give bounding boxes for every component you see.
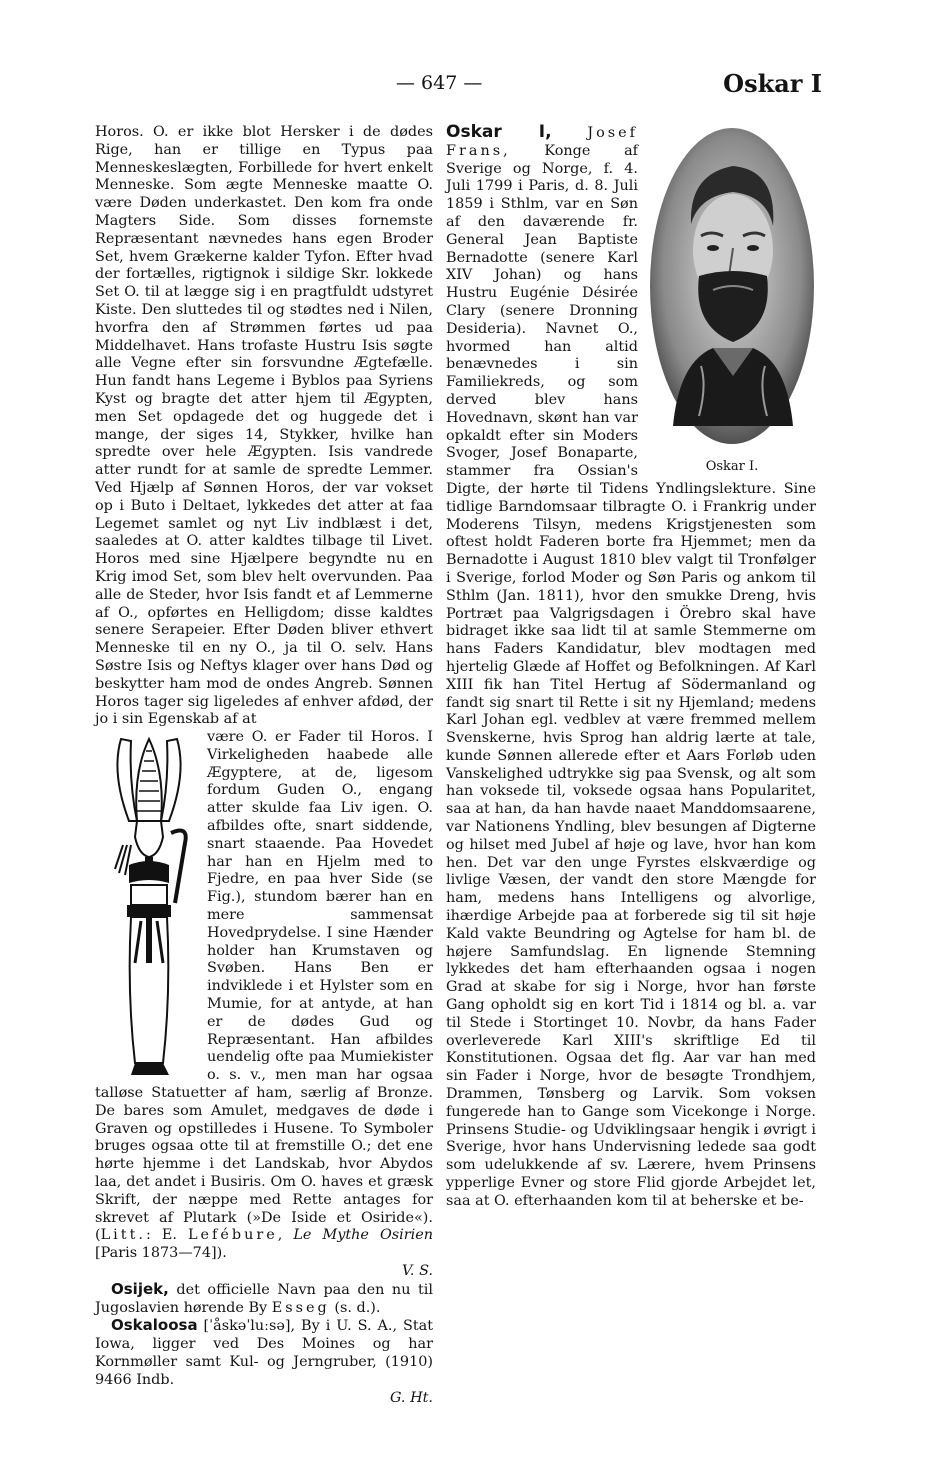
oskar-lemma: Oskar I, [446,122,552,142]
signature-ght: G. Ht. [389,1389,433,1406]
osijek-esseg: Esseg [271,1299,330,1316]
oskar-portrait [649,126,815,446]
literature-end: [Paris 1873—74]). [95,1245,227,1262]
osiris-text-1: Horos. O. er ikke blot Hersker i de dødes Rige, han er tillige en Typus paa Menneskeslægten, Forbillede for hvert enkelt Menneske. Som ægte Menneske maatte O. være Døden underkastet. Den kom fra onde Magters Side. Som disses fornemste Repræsentant nævnedes hans egen Broder Set, hvem Grækerne kalder Tyfon. Efter hvad der fortælles, rigtignok i sildige Skr. lokkede Set O. til at lægge sig i en pragtfuldt udstyret Kiste. Den sluttedes til og stødtes ned i Nilen, hvorfra den af Strømmen førtes ud paa Middelhavet. Hans trofaste Hustru Isis søgte alle Vegne efter sin forsvundne Ægtefælle. Hun fandt hans Legeme i Byblos paa Syriens Kyst og bragte det atter hjem til Ægypten, men Set opdagede det og huggede det i mange, der siges 14, Stykker, hvilke han spredte over hele Ægypten. Isis vandrede atter rundt for at samle de spredte Lemmer. Ved Hjælp af Sønnen Horos, der var vokset op i Buto i Deltaet, lykkedes det atter at faa Legemet samlet og nyt Liv indblæst i det, saaledes at O. atter kaldtes tilbage til Livet. Horos med sine Hjælpere begyndte nu en Krig imod Set, som blev helt overvunden. Paa alle de Steder, hvor Isis fandt et af Lemmerne af O., opførtes en Helligdom; disse kaldtes senere Serapeier. Efter Døden bliver ethvert Menneske til en ny O., ja til O. selv. Hans Søstre Isis og Neftys klager over hans Død og beskytter ham mod de ondes Angreb. Sønnen Horos tager sig ligeledes af enhver afdød, der jo i sin Egenskab af at [95,124,433,728]
oskar-text: Konge af Sverige og Norge, f. 4. Juli 1799 i Paris, d. 8. Juli 1859 i Sthlm, var en Søn af den daværende fr. General Jean Baptiste Bernadotte (senere Karl XIV Johan) og hans Hustru Eugénie Désirée Clary (senere Dronning Desideria). Navnet O., hvormed han altid benævnedes i sin Familiekreds, og som derved blev hans Hovednavn, skønt han var opkaldt efter sin Moders Svoger, Josef Bonaparte, stammer fra Ossian's Digte, der hørte til Tidens Yndlingslekture. Sine tidlige Barndomsaar tilbragte O. i Frankrig under Moderens Tilsyn, medens Krigstjenesten som oftest holdt Faderen borte fra Hjemmet; men da Bernadotte i August 1810 blev valgt til Tronfølger i Sverige, forlod Moder og Søn Paris og ankom til Sthlm (Jan. 1811), hvor den smukke Dreng, hvis Portræt paa Valgrigsdagen i Örebro skal have bidraget ikke saa lidt til at samle Stemmerne om hans Faders Kandidatur, blev modtagen med hjertelig Glæde af Hoffet og Befolkningen. Af Karl XIII fik han Titel Hertug af Södermanland og fandt sig snart til Rette i sit ny Hjemland; medens Karl Johan egl. vedblev at være fremmed mellem Svenskerne, hvis Sprog han aldrig lærte at tale, kunde Sønnen allerede efter et Aars Forløb uden Vanskelighed udtrykke sig paa Svensk, og alt som han voksede til, voksede ogsaa hans Popularitet, saa at han, da han havde naaet Manddomsaarene, var Nationens Yndling, blev besungen af Digterne og hilset med Jubel af høje og lave, hvor han kom hen. Det var den unge Fyrstes elskværdige og livlige Væsen, der vandt den store Mængde for ham, medens hans Intelligens og alvorlige, ihærdige Arbejde paa at forberede sig til sit høje Kald vakte Beundring og Agtelse for ham bl. de højere Samfundslag. En lignende Stemning lykkedes det ham efterhaanden ogsaa i nogen Grad at skabe for sig i Norge, hvor han første Gang opholdt sig en kort Tid i 1814 og bl. a. var til Stede i Stortinget 10. Novbr, da hans Fader overleverede Karl XIII's skriftlige Ed til Konstitutionen. Ogsaa det flg. Aar var han med sin Fader i Norge, hvor de besøgte Trondhjem, Drammen, Tønsberg og Larvik. Som voksen fungerede han to Gange som Vicekonge i Norge. Prinsens Studie- og Udviklingsaar hengik i øvrigt i Sverige, hvor hans Undervisning ledede saa godt som udelukkende af sv. Lærere, hvem Prinsens ypperlige Evner og store Flid gjorde Arbejdet let, saa at O. efterhaanden kom til at beherske et be- [446,142,816,1209]
left-column [95,124,433,1407]
portrait-figure [648,126,816,474]
literature-author: Lefébure [187,1227,278,1244]
oskaloosa-text: [ˈåskəˈluːsə], By i U. S. A., Stat Iowa, ligger ved Des Moines og har Kornmøller samt Kul- og Jerngruber, (1910) 9466 Indb. [95,1318,433,1388]
literature-label: Litt. [100,1227,146,1244]
osiris-illustration [101,733,197,1078]
osiris-entry-paragraph-1 [95,124,433,729]
osiris-entry-paragraph-2: være O. er Fader til Horos. I Virkeligheden haabede alle Ægyptere, at de, ligesom fordum Guden O., engang atter skulde faa Liv igen. O. afbildes ofte, snart siddende, snart staaende. Paa Hovedet har han en Hjelm med to Fjedre, en paa hver Side (se Fig.), stundom bærer han en mere sammensat Hovedprydelse. I sine Hænder holder han Krumstaven og Svøben. Hans Ben er indviklede i et Hylster som en Mumie, for at antyde, at han er de dødes Gud og Repræsentant. Han afbildes uendelig ofte paa Mumiekister o. s. v., men man har ogsaa talløse Statuetter af ham, særlig af Bronze. De bares som Amulet, medgaves de døde i Graven og opstilledes i Husene. To Symboler bruges ogsaa otte til at fremstille O.; det ene hørte hjemme i det Landskab, hvor Abydos laa, det andet i Busiris. Om O. haves et græsk Skrift, der næppe med Rette antages for skrevet af Plutark (»De Iside et Osiride«). (Litt.: E. Lefébure, Le Mythe Osirien [Paris 1873—74]). [95,729,434,1262]
running-head: Oskar I [723,69,822,98]
osijek-lemma: Osijek, [111,1279,169,1298]
page-header [0,69,928,102]
osiris-text-2: være O. er Fader til Horos. I Virkeligheden haabede alle Ægyptere, at de, ligesom fordum Guden O., engang atter skulde faa Liv igen. O. afbildes ofte, snart siddende, snart staaende. Paa Hovedet har han en Hjelm med to Fjedre, en paa hver Side (se Fig.), stundom bærer han en mere sammensat Hovedprydelse. I sine Hænder holder han Krumstaven og Svøben. Hans Ben er indviklede i et Hylster som en Mumie, for at antyde, at han er de dødes Gud og Repræsentant. Han afbildes uendelig ofte paa Mumiekister o. s. v., men man har ogsaa talløse Statuetter af ham, særlig af Bronze. De bares som Amulet, medgaves de døde i Graven og opstilledes i Husene. To Symboler bruges ogsaa otte til at fremstille O.; det ene hørte hjemme i det Landskab, hvor Abydos laa, det andet i Busiris. Om O. haves et græsk Skrift, der næppe med Rette antages for skrevet af Plutark (»De Iside et Osiride«). ( [95,729,433,1244]
oskaloosa-entry [95,1317,433,1389]
oskaloosa-lemma: Oskaloosa [111,1316,198,1335]
osiris-figure [101,733,197,1078]
portrait-caption: Oskar I. [705,458,759,474]
literature-text: : E. [145,1227,188,1244]
signature-vs: V. S. [402,1263,433,1279]
osijek-text: det officielle Navn paa den nu til Jugoslavien hørende By [95,1281,433,1316]
right-column [446,124,816,1211]
osijek-entry [95,1281,433,1318]
literature-title: Le Mythe Osirien [293,1227,434,1244]
page-number: — 647 — [396,72,483,94]
osijek-end: (s. d.). [329,1299,381,1316]
oskar-spaced-name: Josef Frans, [446,125,638,159]
